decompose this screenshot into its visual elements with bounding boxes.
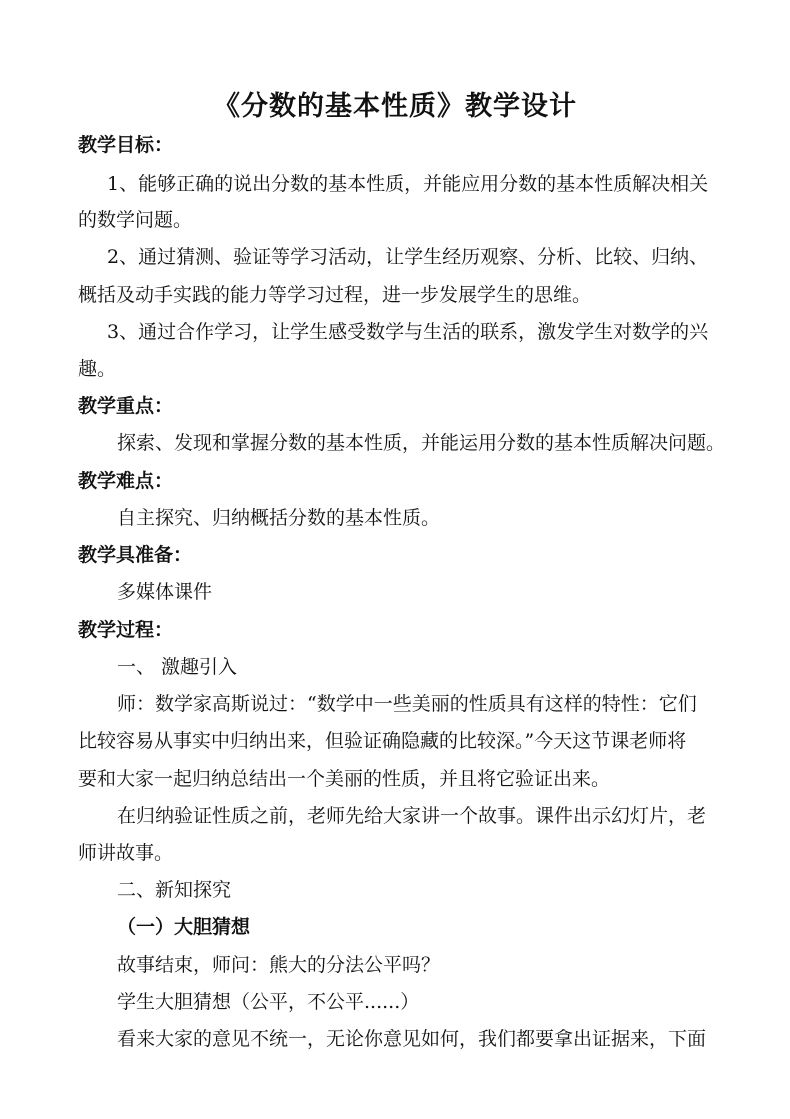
paragraph-1-line-1: 师：数学家高斯说过：“数学中一些美丽的性质具有这样的特性：它们 [117, 693, 697, 715]
objective-2-line-1: 2、通过猜测、验证等学习活动，让学生经历观察、分析、比较、归纳、 [107, 246, 709, 268]
paragraph-2-line-1: 在归纳验证性质之前，老师先给大家讲一个故事。课件出示幻灯片，老 [117, 805, 707, 827]
difficulties-heading: 教学难点： [78, 470, 174, 492]
paragraph-2-line-2: 师讲故事。 [78, 842, 174, 864]
paragraph-3: 故事结束，师问：熊大的分法公平吗？ [117, 954, 441, 976]
process-heading: 教学过程： [78, 619, 174, 641]
objective-1-line-1: 1、能够正确的说出分数的基本性质，并能应用分数的基本性质解决相关 [107, 173, 709, 195]
objective-3-line-2: 趣。 [78, 358, 117, 380]
paragraph-5: 看来大家的意见不统一，无论你意见如何，我们都要拿出证据来，下面 [117, 1028, 707, 1050]
document-title: 《分数的基本性质》教学设计 [213, 91, 577, 122]
section-2-heading: 二、新知探究 [117, 879, 232, 901]
objective-2-line-2: 概括及动手实践的能力等学习过程，进一步发展学生的思维。 [78, 284, 592, 306]
key-points-text: 探索、发现和掌握分数的基本性质，并能运用分数的基本性质解决问题。 [117, 432, 726, 454]
objective-1-line-2: 的数学问题。 [78, 209, 193, 231]
key-points-heading: 教学重点： [78, 395, 174, 417]
objective-3-line-1: 3、通过合作学习，让学生感受数学与生活的联系，激发学生对数学的兴 [107, 321, 709, 343]
materials-text: 多媒体课件 [117, 581, 213, 603]
section-1-heading: 一、 激趣引入 [117, 656, 238, 678]
subsection-1-heading: （一）大胆猜想 [117, 916, 251, 938]
materials-heading: 教学具准备： [78, 544, 193, 566]
objectives-heading: 教学目标： [78, 134, 174, 156]
difficulties-text: 自主探究、归纳概括分数的基本性质。 [117, 507, 441, 529]
paragraph-1-line-2: 比较容易从事实中归纳出来，但验证确隐藏的比较深。”今天这节课老师将 [78, 730, 687, 752]
paragraph-4: 学生大胆猜想（公平，不公平......） [117, 991, 420, 1013]
paragraph-1-line-3: 要和大家一起归纳总结出一个美丽的性质，并且将它验证出来。 [78, 768, 611, 790]
